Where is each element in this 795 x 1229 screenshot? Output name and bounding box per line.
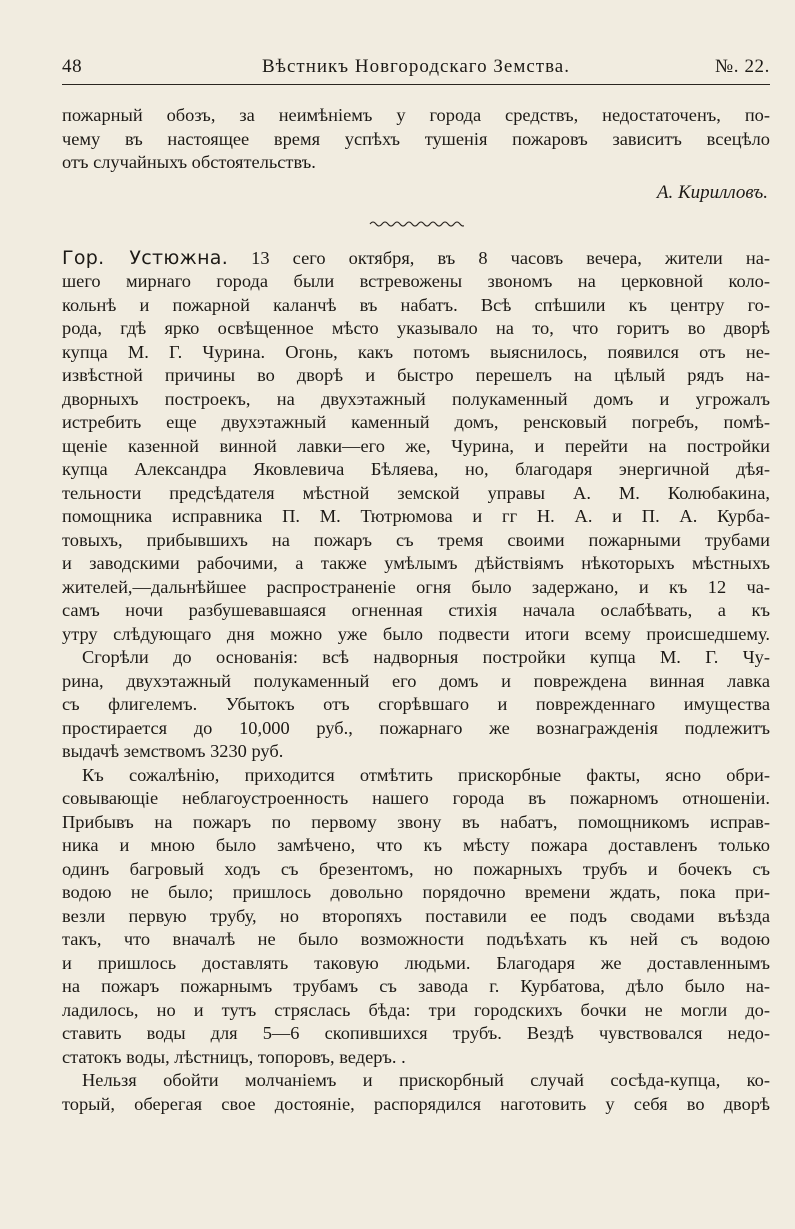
text-line: торый, оберегая свое достояніе, распорядился наготовить у себя во дворѣ: [62, 1093, 770, 1114]
page-number: 48: [62, 56, 83, 77]
text-line: рода, гдѣ ярко освѣщенное мѣсто указывало на то, что горитъ во дворѣ: [62, 318, 770, 338]
text-line: тельности предсѣдателя мѣстной земской управы А. М. Колюбакина,: [62, 482, 770, 503]
header-rule: [62, 84, 770, 85]
place-heading: Гор. Устюжна.: [62, 246, 229, 269]
running-header: [62, 56, 770, 82]
issue-number: №. 22.: [715, 56, 770, 77]
text-line: пожарный обозъ, за неимѣніемъ у города средствъ, недостаточенъ, по-: [62, 105, 770, 125]
news-article-ustyuzhna: [62, 247, 770, 1117]
text-line: ладилось, но и тутъ стряслась бѣда: три городскихъ бочки не могли до-: [62, 999, 770, 1020]
text-line: везли первую трубу, но второпяхъ поставили ее подъ сводами въѣзда: [62, 905, 770, 926]
article-continuation: [62, 104, 770, 205]
text-line: товыхъ, прибывшихъ на пожаръ съ тремя своими пожарными трубами: [62, 529, 770, 550]
text-line: на пожаръ пожарнымъ трубамъ съ завода г. Курбатова, дѣло было на-: [62, 976, 770, 996]
text-line: статокъ воды, лѣстницъ, топоровъ, ведеръ. .: [62, 1046, 406, 1067]
text-line: кольнѣ и пожарной каланчѣ въ набатъ. Всѣ спѣшили къ центру го-: [62, 294, 770, 315]
text-line: 13 сего октября, въ 8 часовъ вечера, жители на-: [228, 247, 771, 268]
text-line: такъ, что вначалѣ не было возможности подъѣхать къ ней съ водою: [62, 929, 770, 949]
text-line: совывающіе неблагоустроенность нашего города въ пожарномъ отношеніи.: [62, 788, 770, 808]
text-line: Сгорѣли до основанія: всѣ надворныя постройки купца М. Г. Чу-: [82, 647, 770, 667]
text-line: истребить еще двухэтажный каменный домъ, ренсковый погребъ, помѣ-: [62, 412, 770, 432]
author-signature: А. Кирилловъ.: [656, 181, 768, 203]
wavy-divider: [368, 219, 464, 229]
text-line: рина, двухэтажный полукаменный его домъ и повреждена винная лавка: [62, 670, 770, 691]
text-line: чему въ настоящее время успѣхъ тушенія пожаровъ зависитъ всецѣло: [62, 128, 770, 149]
text-line: утру слѣдующаго дня можно уже было подвести итоги всему происшедшему.: [62, 623, 770, 644]
text-line: Къ сожалѣнію, приходится отмѣтить прискорбные факты, ясно обри-: [82, 764, 770, 785]
text-line: Прибывъ на пожаръ по первому звону въ набатъ, помощникомъ исправ-: [62, 811, 770, 832]
journal-title: Вѣстникъ Новгородскаго Земства.: [262, 56, 570, 77]
text-line: простирается до 10,000 руб., пожарнаго же вознагражденія подлежитъ: [62, 717, 770, 738]
text-line: извѣстной причины во дворѣ и быстро перешелъ на цѣлый рядъ на-: [62, 365, 770, 385]
text-line: одинъ багровый ходъ съ брезентомъ, но пожарныхъ трубъ и бочекъ съ: [62, 858, 770, 879]
text-line: помощника исправника П. М. Тютрюмова и гг Н. А. и П. А. Курба-: [62, 506, 770, 526]
page-body: [62, 104, 770, 1116]
text-line: отъ случайныхъ обстоятельствъ.: [62, 152, 316, 172]
text-line: купца Александра Яковлевича Бѣляева, но, благодаря энергичной дѣя-: [62, 459, 770, 479]
document-page: [62, 0, 770, 1229]
text-line: и пришлось доставлять таковую людьми. Благодаря же доставленнымъ: [62, 952, 770, 973]
text-line: дворныхъ построекъ, на двухэтажный полукаменный домъ и угрожалъ: [62, 388, 770, 409]
text-line: выдачѣ земствомъ 3230 руб.: [62, 741, 284, 761]
text-line: купца М. Г. Чурина. Огонь, какъ потомъ выяснилось, появился отъ не-: [62, 341, 770, 362]
text-line: водою не было; пришлось довольно порядочно времени ждать, пока при-: [62, 882, 770, 902]
text-line: шего мирнаго города были встревожены звономъ на церковной коло-: [62, 271, 770, 291]
text-line: щеніе казенной винной лавки—его же, Чурина, и перейти на постройки: [62, 435, 770, 456]
text-line: ставить воды для 5—6 скопившихся трубъ. Вездѣ чувствовался недо-: [62, 1023, 770, 1043]
text-line: самъ ночи разбушевавшаяся огненная стихія начала ослабѣвать, а къ: [62, 600, 770, 620]
text-line: ника и мною было замѣчено, что къ мѣсту пожара доставленъ только: [62, 835, 770, 855]
text-line: и заводскими рабочими, а также умѣлымъ дѣйствіямъ нѣкоторыхъ мѣстныхъ: [62, 553, 770, 573]
text-line: Нельзя обойти молчаніемъ и прискорбный случай сосѣда-купца, ко-: [82, 1070, 770, 1090]
text-line: жителей,—дальнѣйшее распространеніе огня было задержано, и къ 12 ча-: [62, 576, 770, 597]
text-line: съ флигелемъ. Убытокъ отъ сгорѣвшаго и поврежденнаго имущества: [62, 694, 770, 714]
